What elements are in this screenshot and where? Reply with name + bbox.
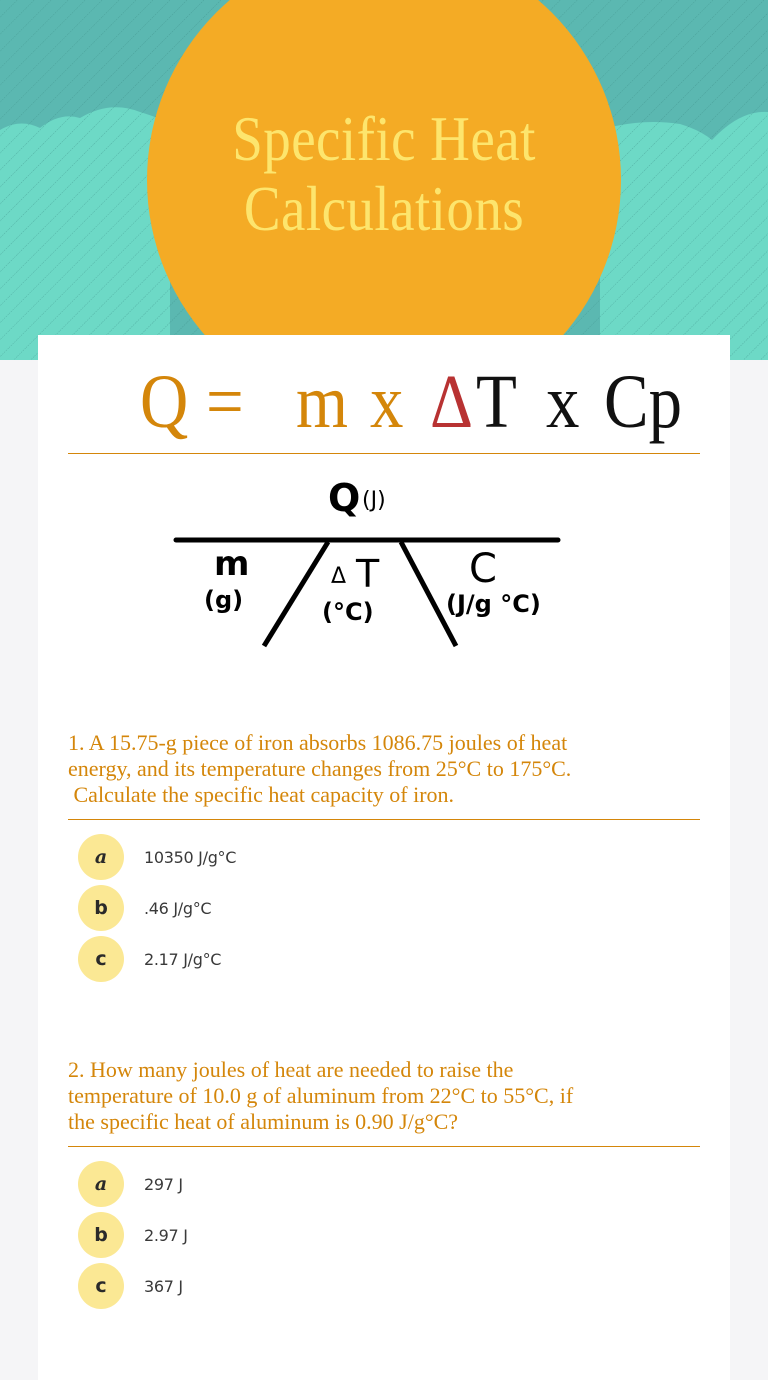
option-label: 10350 J/g°C bbox=[144, 847, 237, 867]
worksheet-card bbox=[38, 335, 730, 1380]
option-letter-a-icon: a bbox=[78, 1161, 124, 1207]
option-letter-b-icon: b bbox=[78, 885, 124, 931]
diagram-t-unit: (°C) bbox=[322, 598, 374, 626]
diagram-m: m bbox=[214, 544, 250, 584]
question-1-option-b[interactable] bbox=[78, 885, 478, 931]
question-1-line-1: 1. A 15.75-g piece of iron absorbs 1086.75 joules of heat bbox=[68, 730, 568, 755]
diagram-m-unit: (g) bbox=[204, 586, 244, 614]
question-2-line-2: temperature of 10.0 g of aluminum from 22°C to 55°C, if bbox=[68, 1083, 574, 1108]
diagram-c-unit: (J/g °C) bbox=[446, 590, 541, 618]
question-1-option-a[interactable] bbox=[78, 834, 478, 880]
formula bbox=[38, 357, 730, 447]
title-line-1: Specific Heat bbox=[232, 103, 536, 174]
option-label: 2.17 J/g°C bbox=[144, 949, 222, 969]
diagram-delta: Δ bbox=[331, 564, 347, 589]
formula-divider bbox=[68, 453, 700, 454]
heat-triangle-diagram bbox=[38, 470, 730, 670]
formula-t: T bbox=[476, 360, 517, 444]
formula-cp: Cp bbox=[604, 360, 683, 444]
formula-times-1: x bbox=[370, 360, 404, 444]
option-label: 2.97 J bbox=[144, 1225, 188, 1245]
formula-q: Q bbox=[140, 360, 189, 444]
hero-banner bbox=[0, 0, 768, 360]
question-2-option-b[interactable] bbox=[78, 1212, 478, 1258]
page-title bbox=[54, 104, 714, 244]
question-1-line-2: energy, and its temperature changes from 25°C to 175°C. bbox=[68, 756, 572, 781]
question-1 bbox=[68, 730, 708, 808]
question-2-option-a[interactable] bbox=[78, 1161, 478, 1207]
title-line-2: Calculations bbox=[243, 173, 525, 244]
formula-times-2: x bbox=[546, 360, 580, 444]
diagram-t: T bbox=[356, 552, 380, 596]
option-letter-c-icon: c bbox=[78, 936, 124, 982]
option-letter-b-icon: b bbox=[78, 1212, 124, 1258]
option-letter-a-icon: a bbox=[78, 834, 124, 880]
question-1-divider bbox=[68, 819, 700, 820]
question-2 bbox=[68, 1057, 708, 1135]
question-2-option-c[interactable] bbox=[78, 1263, 478, 1309]
question-1-option-c[interactable] bbox=[78, 936, 478, 982]
formula-equals: = bbox=[206, 360, 244, 444]
option-letter-c-icon: c bbox=[78, 1263, 124, 1309]
option-label: 367 J bbox=[144, 1276, 183, 1296]
option-label: .46 J/g°C bbox=[144, 898, 212, 918]
diagram-c: C bbox=[469, 546, 497, 592]
question-2-line-3: the specific heat of aluminum is 0.90 J/g°C? bbox=[68, 1109, 459, 1134]
question-1-line-3: Calculate the specific heat capacity of iron. bbox=[68, 782, 455, 807]
formula-delta: Δ bbox=[430, 360, 474, 444]
question-2-line-1: 2. How many joules of heat are needed to raise the bbox=[68, 1057, 514, 1082]
formula-m: m bbox=[296, 360, 349, 444]
diagram-q-unit: (J) bbox=[362, 488, 386, 513]
option-label: 297 J bbox=[144, 1174, 183, 1194]
diagram-q: Q bbox=[328, 476, 361, 520]
question-2-divider bbox=[68, 1146, 700, 1147]
